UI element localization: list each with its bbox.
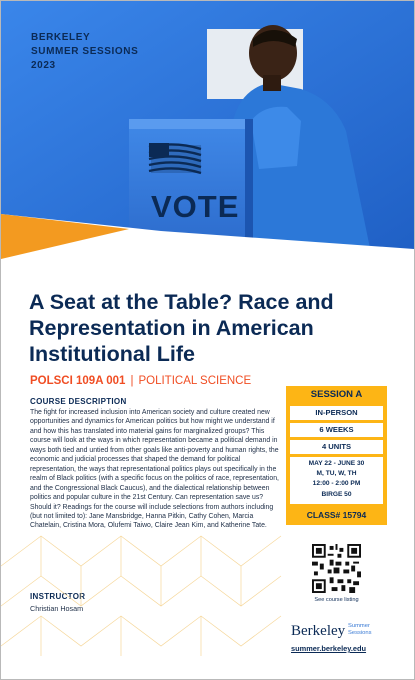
instructor-name: Christian Hosam (30, 604, 84, 613)
brand-line-1: BERKELEY (31, 32, 91, 43)
decorative-pattern (1, 526, 291, 679)
qr-caption: See course listing (314, 597, 359, 603)
brand-line-2: SUMMER SESSIONS (31, 46, 139, 57)
session-dates: MAY 22 - JUNE 30 (308, 460, 365, 467)
department-name: POLITICAL SCIENCE (138, 375, 252, 387)
vote-sign: VOTE (151, 189, 240, 224)
logo-sub-line-1: Summer (348, 623, 370, 629)
session-schedule (290, 457, 383, 504)
session-mode: IN-PERSON (290, 406, 383, 420)
session-time: 12:00 - 2:00 PM (312, 480, 361, 488)
hero-photo (1, 1, 414, 263)
logo-sub-line-2: Sessions (348, 629, 372, 636)
berkeley-logo (291, 622, 372, 640)
course-code-separator: | (130, 375, 134, 387)
qr-code-icon[interactable] (312, 544, 361, 593)
flag-icon (149, 143, 201, 173)
brand-wordmark (31, 31, 138, 73)
website-link[interactable]: summer.berkeley.edu (291, 644, 367, 653)
session-units: 4 UNITS (290, 440, 383, 454)
logo-name: Berkeley (291, 623, 346, 639)
course-code: POLSCI 109A 001 (30, 375, 126, 387)
session-weeks: 6 WEEKS (290, 423, 383, 437)
session-info-box (286, 386, 387, 525)
description-heading: COURSE DESCRIPTION (30, 397, 127, 406)
session-room: BIRGE 50 (321, 490, 352, 498)
course-title: A Seat at the Table? Race and Representation in American Institutional Life (29, 290, 334, 366)
class-number: CLASS# 15794 (306, 510, 367, 520)
logo-subtitle (348, 623, 388, 637)
session-days: M, TU, W, TH (316, 470, 357, 478)
course-code-line (30, 375, 251, 387)
session-heading: SESSION A (310, 389, 363, 400)
brand-line-3: 2023 (31, 60, 56, 71)
instructor-heading: INSTRUCTOR (30, 592, 86, 601)
course-description: The fight for increased inclusion into American society and culture created new opportunities and dynamics for American politics but how might we understand if and how this has translated into material gains for marginalized groups? This course will look at the ways in which representation became a political demand in ways both tied and untied from other goals like anti-poverty and human rights, the economic and judicial processes that shaped the demand for political representation, the ways that representational politics plays out specifically in the realm of Black politics (with a specific focus on the politics of race, representation, and the Congressional Black Caucus), and the dialectical relationship between politics and popular culture in the 21st Century. Can representation save us? Should it? Readings for the course will include selections from authors including (but not limited to): Jane Mansbridge, Hanna Pitkin, Cathy Cohen, Marcia Chatelain, Cristina Mora, Olufemi Taiwo, Claire Jean Kim, and Katherine Tate. (30, 409, 279, 530)
